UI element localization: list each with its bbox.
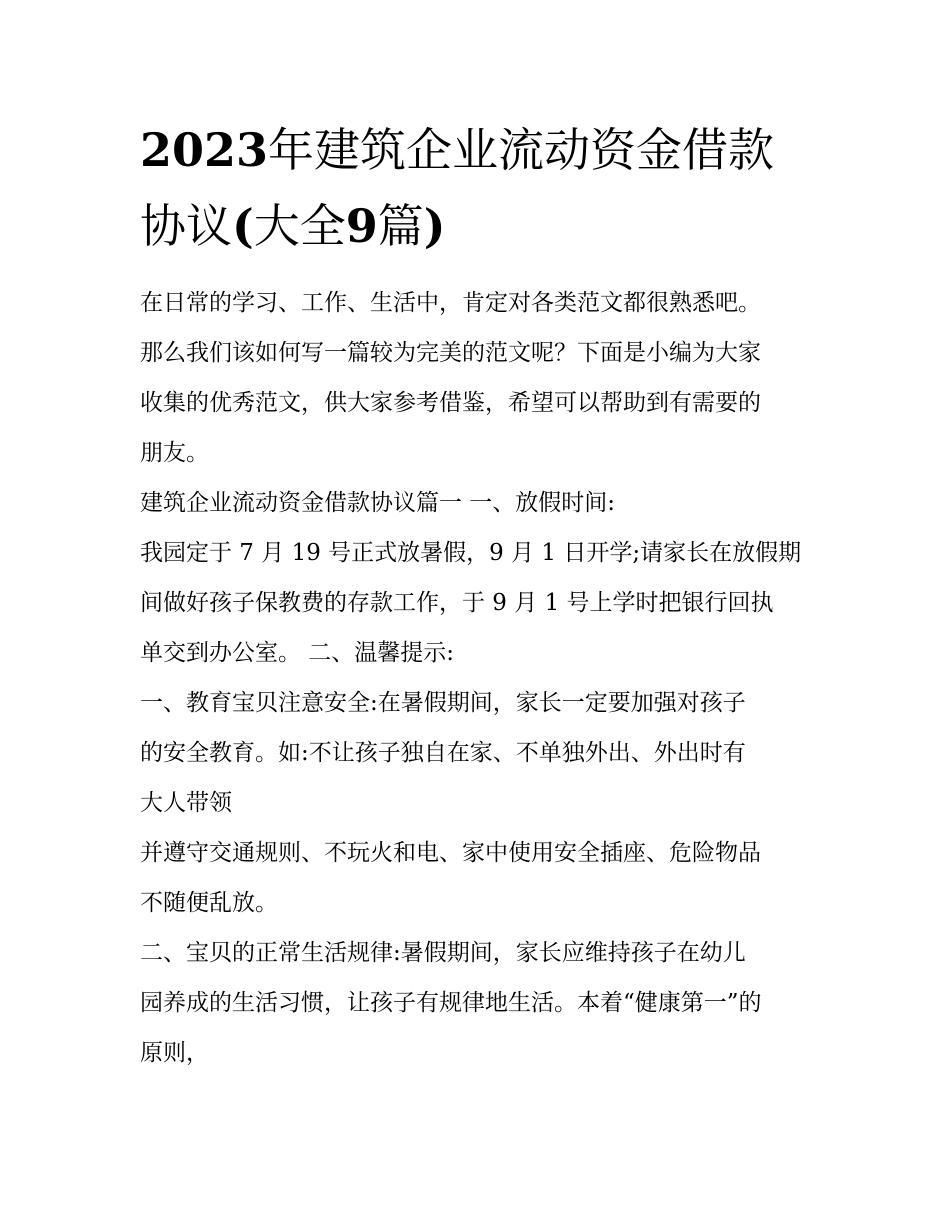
document-body bbox=[140, 278, 830, 1078]
body-line: 的安全教育。如:不让孩子独自在家、不单独外出、外出时有 bbox=[140, 740, 746, 766]
title-line-2-mid: 大全 bbox=[253, 199, 346, 253]
body-line: 原则， bbox=[140, 1040, 209, 1066]
title-line-2 bbox=[140, 188, 820, 264]
title-line-1 bbox=[140, 112, 820, 188]
title-open-paren: ( bbox=[232, 199, 254, 253]
body-line: 二、宝贝的正常生活规律:暑假期间，家长应维持孩子在幼儿 bbox=[140, 940, 746, 966]
title-line-1-text: 年建筑企业流动资金借款 bbox=[268, 123, 775, 177]
body-line: 在日常的学习、工作、生活中，肯定对各类范文都很熟悉吧。 bbox=[140, 290, 761, 316]
body-line: 间做好孩子保教费的存款工作，于 9 月 1 号上学时把银行回执 bbox=[140, 590, 774, 616]
body-line: 一、教育宝贝注意安全:在暑假期间，家长一定要加强对孩子 bbox=[140, 690, 746, 716]
body-line: 大人带领 bbox=[140, 790, 232, 816]
body-line: 单交到办公室。 二、温馨提示: bbox=[140, 640, 455, 666]
document-title bbox=[140, 112, 820, 264]
body-line: 收集的优秀范文，供大家参考借鉴，希望可以帮助到有需要的 bbox=[140, 390, 761, 416]
body-line: 朋友。 bbox=[140, 440, 209, 466]
body-line: 不随便乱放。 bbox=[140, 890, 278, 916]
body-line: 我园定于 7 月 19 号正式放暑假，9 月 1 日开学;请家长在放假期 bbox=[140, 540, 802, 566]
title-line-2-post: 篇 bbox=[377, 199, 424, 253]
body-line: 建筑企业流动资金借款协议篇一 一、放假时间: bbox=[140, 490, 616, 516]
title-line-2-pre: 协议 bbox=[140, 199, 232, 253]
body-line: 并遵守交通规则、不玩火和电、家中使用安全插座、危险物品 bbox=[140, 840, 761, 866]
title-year: 2023 bbox=[140, 123, 269, 177]
title-count: 9 bbox=[345, 199, 378, 253]
body-line: 园养成的生活习惯，让孩子有规律地生活。本着“健康第一”的 bbox=[140, 990, 762, 1016]
title-close-paren: ) bbox=[423, 199, 446, 253]
body-line: 那么我们该如何写一篇较为完美的范文呢？下面是小编为大家 bbox=[140, 340, 761, 366]
